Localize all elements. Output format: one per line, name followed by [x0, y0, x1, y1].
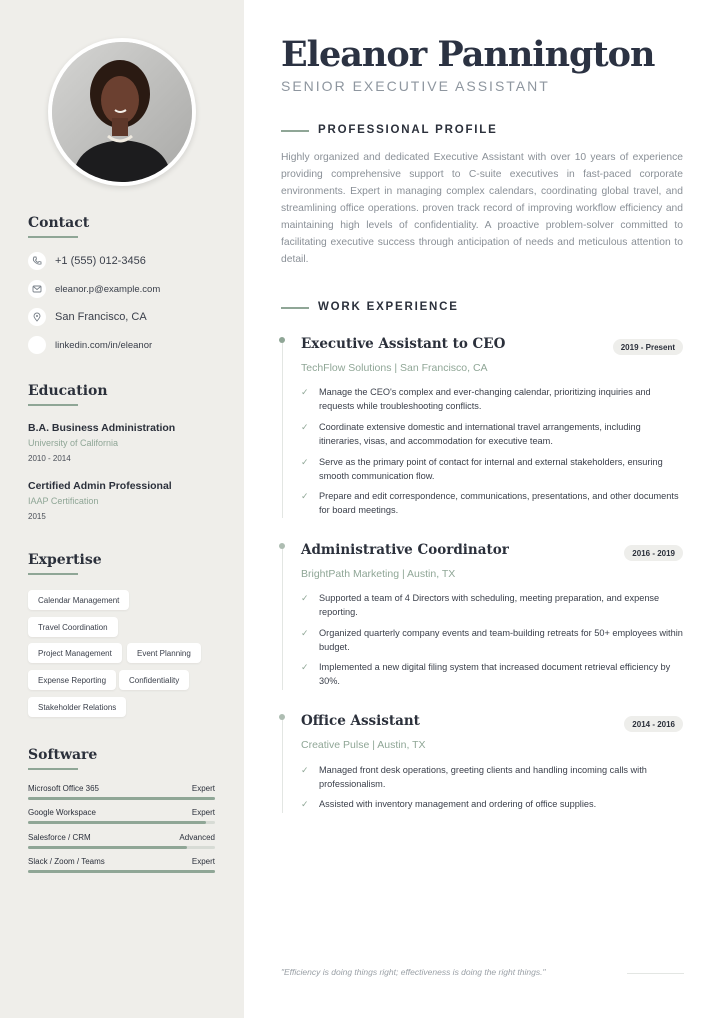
sidebar [0, 0, 244, 1018]
education-years: 2010 - 2014 [28, 454, 71, 463]
education-school: University of California [28, 438, 119, 448]
job-bullet: ✓ Managed front desk operations, greeting clients and handling incoming calls with professionalism. [301, 765, 647, 789]
experience-line [281, 307, 309, 309]
expertise-tag: Confidentiality [119, 670, 189, 690]
profile-heading: PROFESSIONAL PROFILE [318, 124, 498, 136]
job-dates: 2014 - 2016 [624, 716, 683, 732]
job-title: Executive Assistant to CEO [301, 336, 506, 352]
check-icon: ✓ [301, 593, 309, 603]
check-icon: ✓ [301, 662, 309, 672]
contact-linkedin[interactable] [28, 335, 152, 355]
software-bar [28, 846, 215, 849]
software-bar-fill [28, 821, 206, 824]
software-name: Slack / Zoom / Teams [28, 857, 105, 866]
job-title: Administrative Coordinator [301, 542, 509, 558]
job-role: SENIOR EXECUTIVE ASSISTANT [281, 78, 550, 94]
timeline-line [282, 717, 283, 813]
contact-linkedin-text: linkedin.com/in/eleanor [55, 339, 153, 351]
job-bullet: ✓ Manage the CEO's complex and ever-changing calendar, prioritizing inquiries and requests while troubleshooting conflicts. [301, 387, 651, 411]
software-heading: Software [28, 747, 98, 763]
full-name: Eleanor Pannington [281, 34, 655, 75]
education-years: 2015 [28, 512, 46, 521]
job-dates: 2016 - 2019 [624, 545, 683, 561]
job-company: Creative Pulse | Austin, TX [301, 739, 426, 751]
software-bar-fill [28, 846, 187, 849]
software-name: Microsoft Office 365 [28, 784, 99, 793]
job-bullet: ✓ Implemented a new digital filing system that increased document retrieval efficiency by 30%. [301, 662, 671, 686]
main-content [244, 0, 720, 1018]
job-bullet: ✓ Serve as the primary point of contact for internal and external stakeholders, ensuring smooth communication flow. [301, 457, 663, 481]
software-bar [28, 821, 215, 824]
job-bullet: ✓ Supported a team of 4 Directors with scheduling, meeting preparation, and expense reporting. [301, 593, 660, 617]
software-item [28, 833, 215, 849]
software-underline [28, 768, 78, 770]
email-icon [28, 280, 46, 298]
job-bullet: ✓ Assisted with inventory management and ordering of office supplies. [301, 799, 597, 809]
check-icon: ✓ [301, 491, 309, 501]
profile-text: Highly organized and dedicated Executive Assistant with over 10 years of experience providing comprehensive support to C-suite executives in fast-paced corporate environments. Expert in managing complex calendars, coordinating global travel, and streamlining office operations. proven track record of improving workflow efficiency and maintaining high levels of confidentiality. A proactive problem-solver committed to facilitating executive success through anticipation of needs and meticulous attention to detail. [281, 152, 683, 265]
footer-quote: "Efficiency is doing things right; effectiveness is doing the right things." [281, 967, 546, 977]
software-level: Expert [191, 808, 215, 817]
software-item [28, 808, 215, 824]
timeline-dot [279, 714, 285, 720]
timeline-dot [279, 543, 285, 549]
job-company: TechFlow Solutions | San Francisco, CA [301, 362, 488, 374]
expertise-tag: Stakeholder Relations [28, 697, 126, 717]
job-bullet: ✓ Coordinate extensive domestic and international travel arrangements, including itineraries, visas, and accommodation for executive team. [301, 422, 641, 446]
job-bullet: ✓ Organized quarterly company events and team-building retreats for 50+ employees within budget. [301, 628, 683, 652]
contact-phone-text: +1 (555) 012-3456 [55, 255, 146, 267]
expertise-tag: Expense Reporting [28, 670, 116, 690]
timeline-line [282, 546, 283, 690]
profile-photo [52, 42, 192, 182]
software-name: Google Workspace [28, 808, 96, 817]
profile-line [281, 130, 309, 132]
job-company: BrightPath Marketing | Austin, TX [301, 568, 456, 580]
software-bar-fill [28, 797, 215, 800]
job-dates: 2019 - Present [613, 339, 683, 355]
education-degree: Certified Admin Professional [28, 480, 172, 492]
software-bar-fill [28, 870, 215, 873]
job-bullet: ✓ Prepare and edit correspondence, communications, presentations, and other documents for board meetings. [301, 491, 679, 515]
contact-email-text: eleanor.p@example.com [55, 283, 161, 295]
check-icon: ✓ [301, 799, 309, 809]
phone-icon [28, 252, 46, 270]
check-icon: ✓ [301, 765, 309, 775]
contact-heading: Contact [28, 215, 90, 231]
expertise-tag: Travel Coordination [28, 617, 118, 637]
expertise-tag: Event Planning [127, 643, 201, 663]
contact-phone [28, 251, 146, 271]
linkedin-icon [28, 336, 46, 354]
contact-location-text: San Francisco, CA [55, 311, 147, 323]
education-degree: B.A. Business Administration [28, 422, 176, 434]
software-name: Salesforce / CRM [28, 833, 91, 842]
expertise-heading: Expertise [28, 552, 102, 568]
software-level: Expert [191, 784, 215, 793]
avatar [48, 38, 196, 186]
expertise-tag: Project Management [28, 643, 122, 663]
check-icon: ✓ [301, 422, 309, 432]
software-item [28, 857, 215, 873]
expertise-tag: Calendar Management [28, 590, 129, 610]
location-icon [28, 308, 46, 326]
contact-location [28, 307, 147, 327]
footer-divider [627, 973, 684, 974]
experience-heading: WORK EXPERIENCE [318, 301, 459, 313]
job-title: Office Assistant [301, 713, 420, 729]
expertise-underline [28, 573, 78, 575]
software-bar [28, 870, 215, 873]
software-item [28, 784, 215, 800]
check-icon: ✓ [301, 457, 309, 467]
timeline-line [282, 340, 283, 518]
contact-email[interactable] [28, 279, 160, 299]
software-level: Expert [191, 857, 215, 866]
education-heading: Education [28, 383, 108, 399]
education-school: IAAP Certification [28, 496, 99, 506]
contact-underline [28, 236, 78, 238]
education-underline [28, 404, 78, 406]
software-bar [28, 797, 215, 800]
software-level: Advanced [179, 833, 215, 842]
check-icon: ✓ [301, 387, 309, 397]
check-icon: ✓ [301, 628, 309, 638]
timeline-dot [279, 337, 285, 343]
